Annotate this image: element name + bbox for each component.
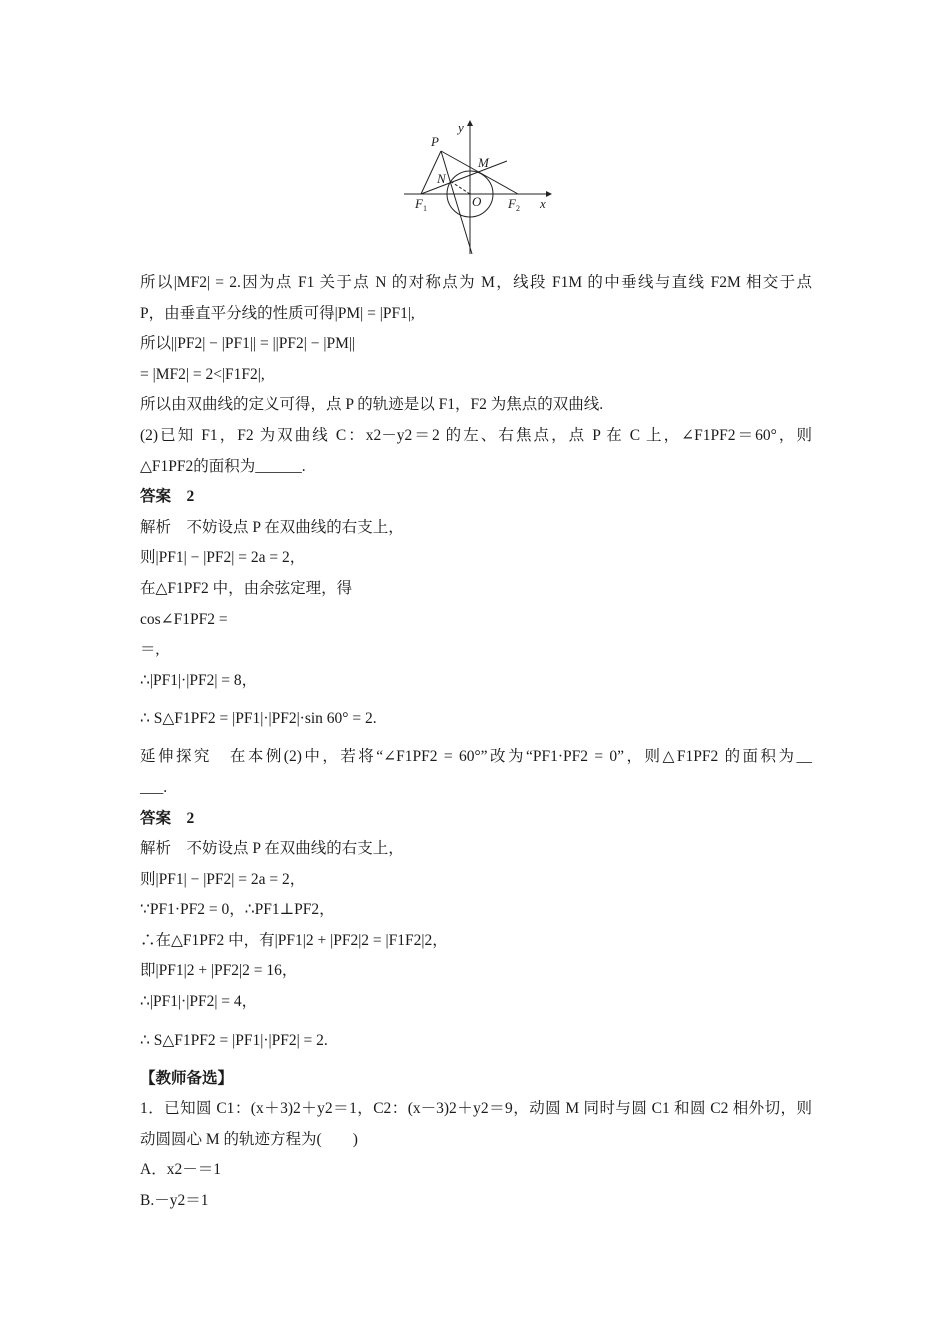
option-a: A．x2－＝1 [140, 1161, 221, 1179]
label-O: O [472, 194, 482, 209]
label-y: y [458, 120, 464, 135]
area-line-1: ∴ S△F1PF2 = |PF1|·|PF2|·sin 60° = 2. [140, 710, 377, 728]
label-F2: $F_2$ [508, 196, 520, 213]
label-x: x [540, 196, 546, 211]
perpendicular-bisector [441, 151, 472, 254]
document-body [140, 268, 812, 1217]
option-b: B.－y2＝1 [140, 1192, 209, 1210]
text-line-23: 即|PF1|2 + |PF2|2 = 16， [140, 962, 298, 980]
text-line-11: 在△F1PF2 中，由余弦定理，得 [140, 579, 353, 597]
analysis-line-1: 解析 不妨设点 P 在双曲线的右支上， [140, 518, 404, 536]
answer-line-1: 答案 2 [140, 488, 195, 506]
text-line-20: 则|PF1| − |PF2| = 2a = 2， [140, 870, 306, 888]
extension-line-cont: ___. [140, 778, 168, 796]
text-line-2: P，由垂直平分线的性质可得|PM| = |PF1|, [140, 304, 415, 322]
text-line-22: ∴在△F1PF2 中，有|PF1|2 + |PF2|2 = |F1F2|2， [140, 931, 448, 949]
x-axis-arrow [546, 191, 552, 197]
text-line-6: (2)已知 F1，F2 为双曲线 C：x2－y2＝2 的左、右焦点，点 P 在 C 上，∠F1PF2＝60°，则 [140, 426, 812, 444]
hyperbola-diagram [400, 118, 555, 258]
text-line-14: ∴|PF1|·|PF2| = 8， [140, 671, 258, 689]
teacher-section-title: 【教师备选】 [140, 1069, 234, 1087]
text-line-12: cos∠F1PF2 = [140, 610, 228, 628]
label-F1: $F_1$ [415, 196, 427, 213]
question-1-line-2: 动圆圆心 M 的轨迹方程为( ) [140, 1130, 358, 1148]
y-axis-arrow [467, 120, 473, 126]
text-line-5: 所以由双曲线的定义可得，点 P 的轨迹是以 F1，F2 为焦点的双曲线. [140, 396, 604, 414]
text-line-4: = |MF2| = 2<|F1F2|, [140, 365, 265, 383]
area-line-2: ∴ S△F1PF2 = |PF1|·|PF2| = 2. [140, 1031, 328, 1049]
analysis-line-2: 解析 不妨设点 P 在双曲线的右支上， [140, 840, 404, 858]
geometry-figure [400, 118, 555, 258]
text-line-13: ＝, [140, 641, 160, 659]
label-M: M [478, 155, 489, 170]
text-line-7: △F1PF2的面积为______. [140, 457, 306, 475]
label-N: N [437, 171, 446, 186]
question-1-line-1: 1．已知圆 C1：(x＋3)2＋y2＝1，C2：(x－3)2＋y2＝9，动圆 M 同时与圆 C1 和圆 C2 相外切，则 [140, 1100, 812, 1118]
extension-line: 延伸探究 在本例(2)中，若将“∠F1PF2 = 60°”改为“PF1·PF2 = 0”，则△F1PF2 的面积为__ [140, 748, 812, 766]
text-line-21: ∵PF1·PF2 = 0，∴PF1⊥PF2， [140, 901, 335, 919]
answer-line-2: 答案 2 [140, 809, 195, 827]
text-line-24: ∴|PF1|·|PF2| = 4， [140, 993, 258, 1011]
text-line-10: 则|PF1| − |PF2| = 2a = 2， [140, 549, 306, 567]
text-line-3: 所以||PF2| − |PF1|| = ||PF2| − |PM|| [140, 335, 356, 353]
label-P: P [431, 134, 439, 149]
text-line-1: 所以|MF2| = 2.因为点 F1 关于点 N 的对称点为 M，线段 F1M 的中垂线与直线 F2M 相交于点 [140, 274, 812, 291]
